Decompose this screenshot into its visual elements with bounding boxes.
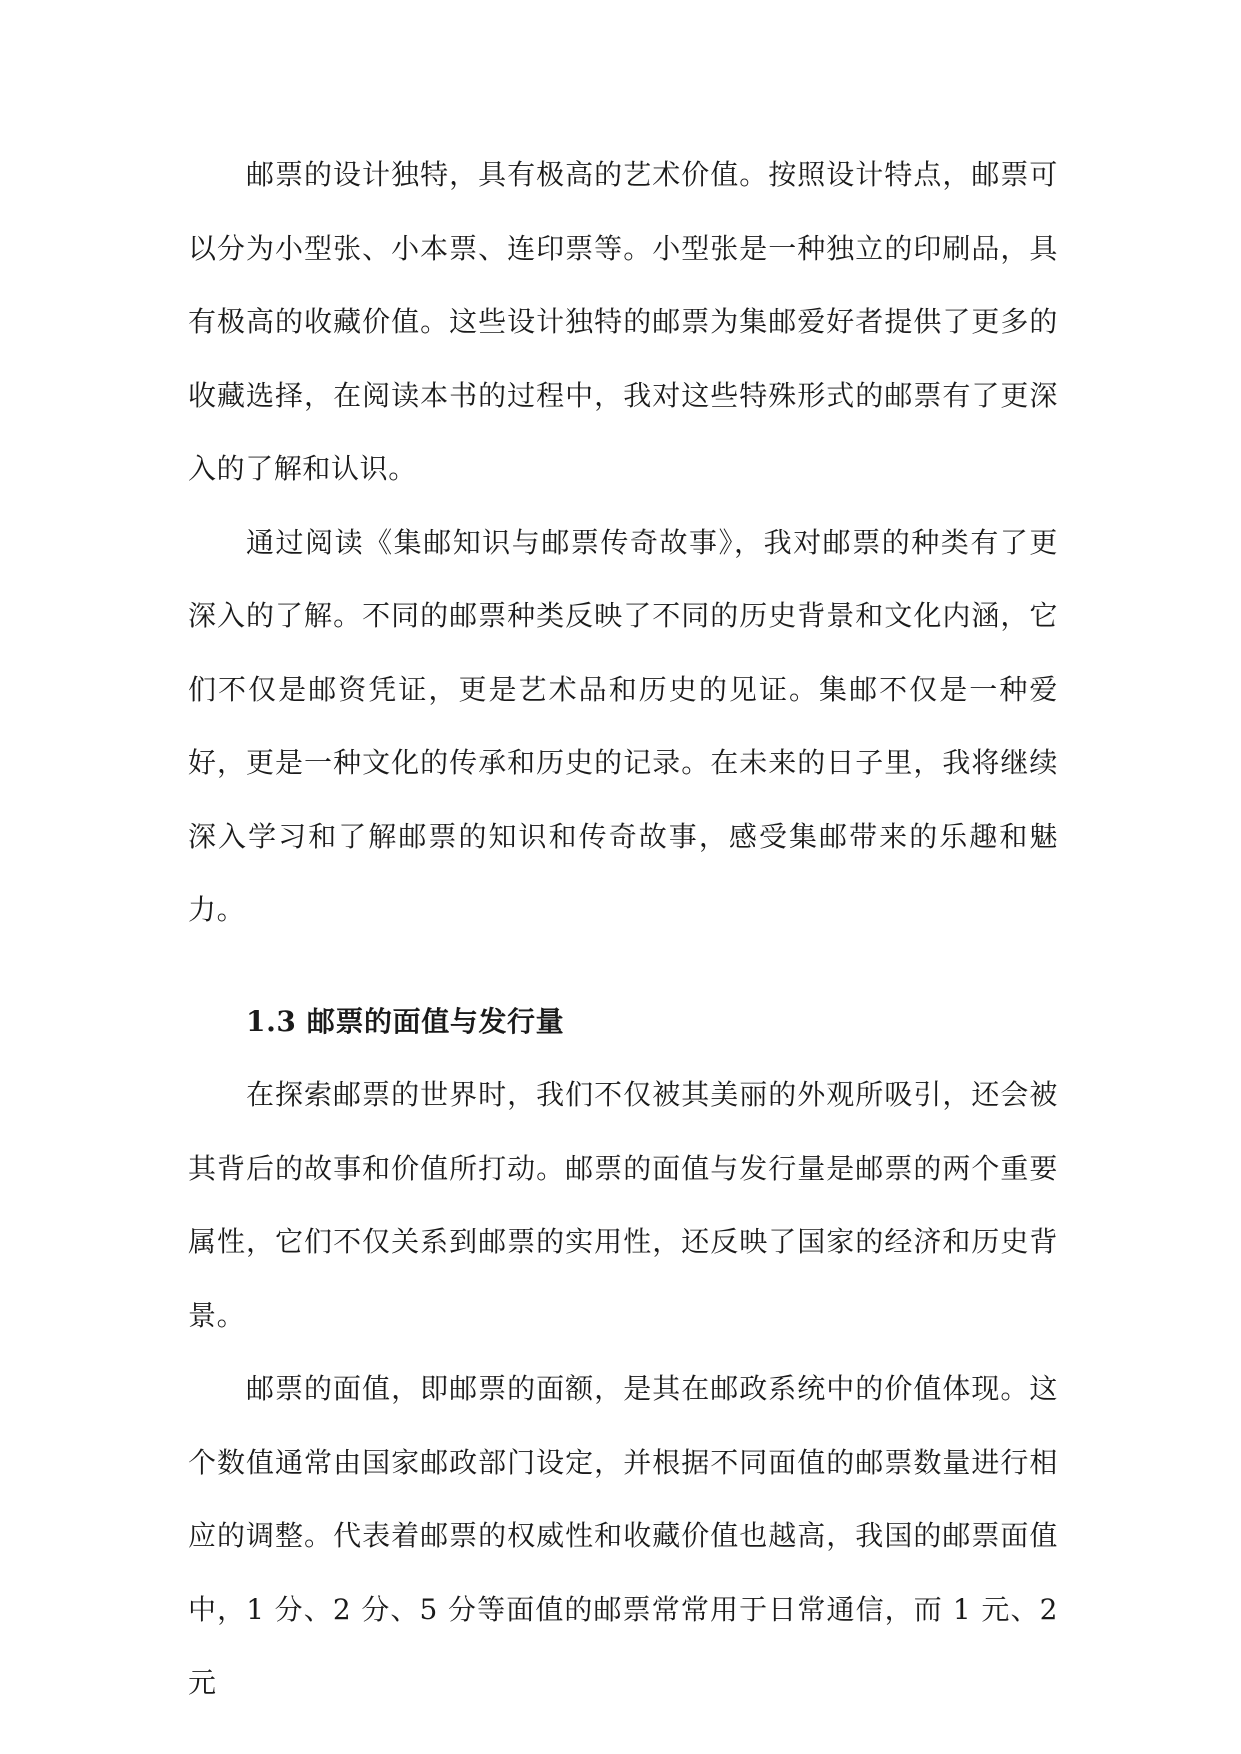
paragraph-face-value-detail: 邮票的面值，即邮票的面额，是其在邮政系统中的价值体现。这个数值通常由国家邮政部门设定，并根据不同面值的邮票数量进行相应的调整。代表着邮票的权威性和收藏价值也越高，我国的邮票面值中，1 分、2 分、5 分等面值的邮票常常用于日常通信，而 1 元、2 元 <box>188 1372 1058 1699</box>
paragraph-face-value-intro: 在探索邮票的世界时，我们不仅被其美丽的外观所吸引，还会被其背后的故事和价值所打动。邮票的面值与发行量是邮票的两个重要属性，它们不仅关系到邮票的实用性，还反映了国家的经济和历史背景。 <box>188 1078 1058 1332</box>
paragraph-stamp-design: 邮票的设计独特，具有极高的艺术价值。按照设计特点，邮票可以分为小型张、小本票、连印票等。小型张是一种独立的印刷品，具有极高的收藏价值。这些设计独特的邮票为集邮爱好者提供了更多的收藏选择，在阅读本书的过程中，我对这些特殊形式的邮票有了更深入的了解和认识。 <box>188 158 1058 485</box>
document-body <box>188 138 1058 1720</box>
paragraph-reading-reflection: 通过阅读《集邮知识与邮票传奇故事》，我对邮票的种类有了更深入的了解。不同的邮票种类反映了不同的历史背景和文化内涵，它们不仅是邮资凭证，更是艺术品和历史的见证。集邮不仅是一种爱好，更是一种文化的传承和历史的记录。在未来的日子里，我将继续深入学习和了解邮票的知识和传奇故事，感受集邮带来的乐趣和魅力。 <box>188 525 1058 926</box>
section-heading: 1.3 邮票的面值与发行量 <box>246 1004 565 1038</box>
